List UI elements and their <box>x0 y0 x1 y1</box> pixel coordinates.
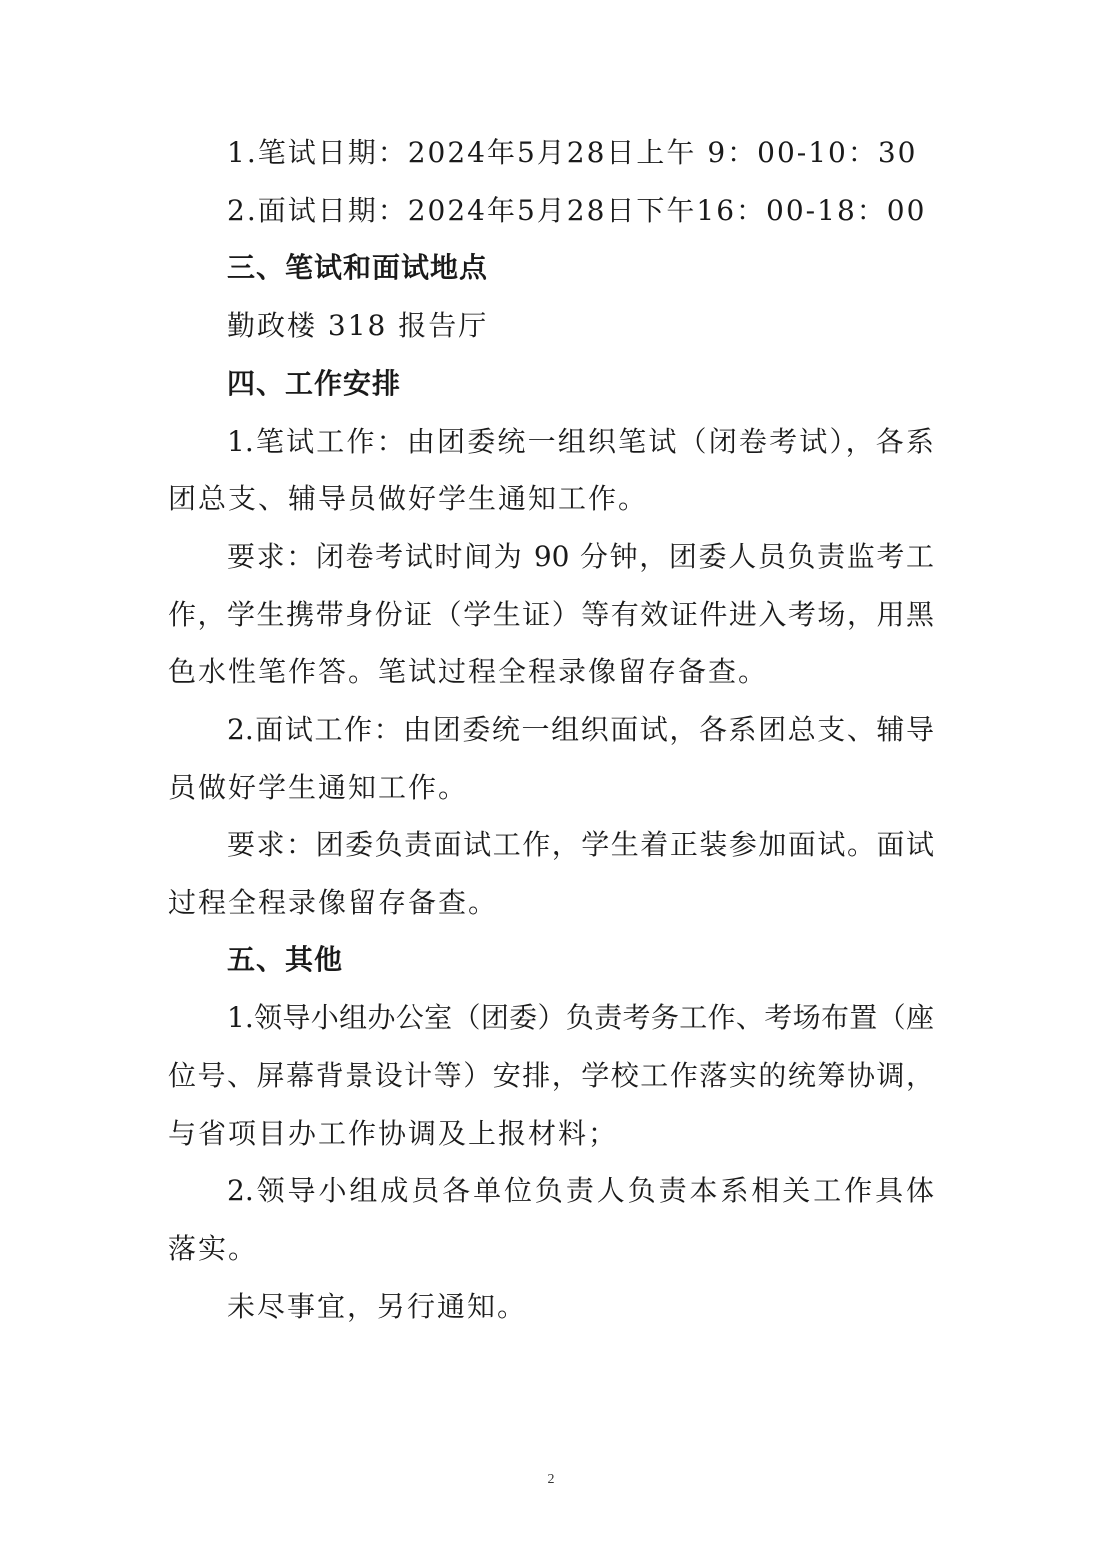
location-text: 勤政楼 318 报告厅 <box>227 309 489 342</box>
written-requirement-line-2: 作，学生携带身份证（学生证）等有效证件进入考场，用黑 <box>168 598 934 631</box>
written-work-line-2: 团总支、辅导员做好学生通知工作。 <box>168 482 649 515</box>
written-requirement-line-3: 色水性笔作答。笔试过程全程录像留存备查。 <box>168 655 769 688</box>
interview-requirement-line-2: 过程全程录像留存备查。 <box>168 886 499 919</box>
interview-work-line-2: 员做好学生通知工作。 <box>168 771 469 804</box>
section-heading-arrangement: 四、工作安排 <box>227 367 402 400</box>
interview-date: 2.面试日期：2024年5月28日下午16：00-18：00 <box>227 194 927 227</box>
written-requirement-line-1: 要求：闭卷考试时间为 90 分钟，团委人员负责监考工 <box>227 540 934 573</box>
section-heading-other: 五、其他 <box>227 943 344 976</box>
interview-requirement-line-1: 要求：团委负责面试工作，学生着正装参加面试。面试 <box>227 828 934 861</box>
written-work-line-1: 1.笔试工作：由团委统一组织笔试（闭卷考试），各系 <box>227 425 934 458</box>
page-number: 2 <box>547 1472 555 1487</box>
other-item-2-line-2: 落实。 <box>168 1232 259 1265</box>
other-item-1-line-2: 位号、屏幕背景设计等）安排，学校工作落实的统筹协调， <box>168 1059 934 1092</box>
written-exam-date: 1.笔试日期：2024年5月28日上午 9：00-10：30 <box>227 136 918 169</box>
other-item-1-line-3: 与省项目办工作协调及上报材料； <box>168 1117 619 1150</box>
other-item-2-line-1: 2.领导小组成员各单位负责人负责本系相关工作具体 <box>227 1174 934 1207</box>
closing-remark: 未尽事宜，另行通知。 <box>227 1290 528 1323</box>
section-heading-location: 三、笔试和面试地点 <box>227 251 489 284</box>
interview-work-line-1: 2.面试工作：由团委统一组织面试，各系团总支、辅导 <box>227 713 934 746</box>
other-item-1-line-1: 1.领导小组办公室（团委）负责考务工作、考场布置（座 <box>227 1001 934 1034</box>
